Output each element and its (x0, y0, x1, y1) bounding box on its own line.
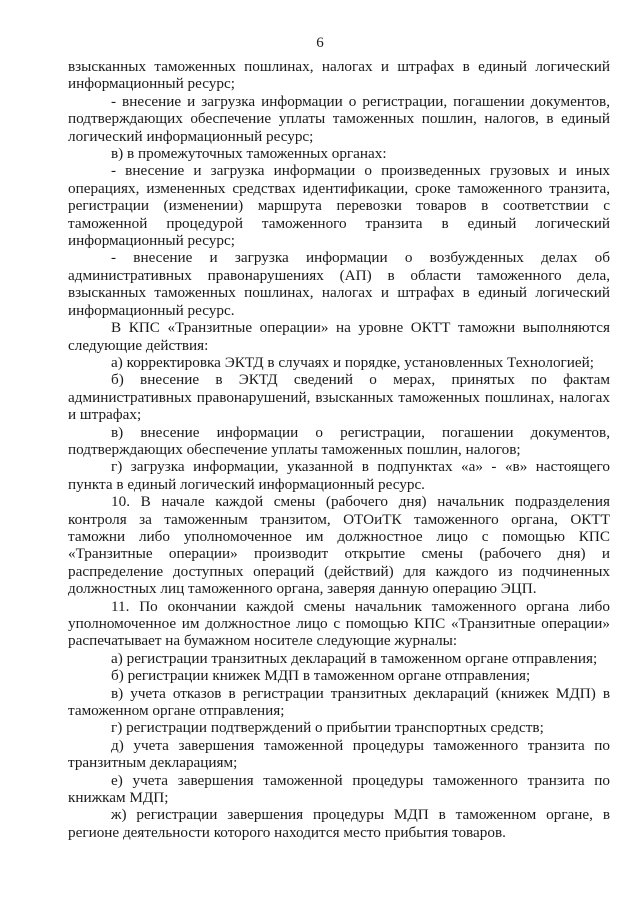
paragraph: б) регистрации книжек МДП в таможенном органе отправления; (111, 667, 531, 685)
paragraph: а) корректировка ЭКТД в случаях и порядке, установленных Технологией; (111, 353, 595, 371)
paragraph: г) загрузка информации, указанной в подпунктах «а» - «в» настоящего пункта в единый логический информационный ресурс. (68, 458, 610, 493)
paragraph: в) внесение информации о регистрации, погашении документов, подтверждающих обеспечение уплаты таможенных пошлин, налогов; (68, 423, 610, 458)
paragraph: в) учета отказов в регистрации транзитных деклараций (книжек МДП) в таможенном органе отправления; (68, 684, 610, 720)
paragraph: 10. В начале каждой смены (рабочего дня) начальник подразделения контроля за таможенным транзитом, ОТОиТК таможенного органа, ОКТТ таможни либо уполномоченное им должностное лицо с помощью КПС «Транзитные операции» производит открытие смены (рабочего дня) и распределение доступных операций (действий) для каждого из подчиненных должностных лиц таможенного органа, заверяя данную операцию ЭЦП. (68, 493, 610, 598)
paragraph: в) в промежуточных таможенных органах: (111, 145, 387, 163)
paragraph: - внесение и загрузка информации о регистрации, погашении документов, подтверждающих обеспечение уплаты таможенных пошлин, налогов, в единый логический информационный ресурс; (68, 92, 610, 145)
paragraph: а) регистрации транзитных деклараций в таможенном органе отправления; (111, 649, 598, 667)
paragraph: взысканных таможенных пошлинах, налогах и штрафах в единый логический информационный ресурс; (68, 58, 610, 93)
paragraph: - внесение и загрузка информации о возбужденных делах об административных правонарушениях (АП) в области таможенного дела, взысканных таможенных пошлинах, налогах и штрафах в единый логический информационный ресурс. (68, 249, 610, 319)
paragraph: д) учета завершения таможенной процедуры таможенного транзита по транзитным декларациям; (68, 736, 610, 772)
paragraph: - внесение и загрузка информации о произведенных грузовых и иных операциях, измененных средствах идентификации, сроке таможенного транзита, регистрации (изменении) маршрута перевозки товаров в соответствии с таможенной процедурой таможенного транзита в единый логический информационный ресурс; (68, 162, 610, 250)
paragraph: ж) регистрации завершения процедуры МДП в таможенном органе, в регионе деятельности которого находится место прибытия товаров. (68, 806, 610, 841)
paragraph: е) учета завершения таможенной процедуры таможенного транзита по книжкам МДП; (68, 771, 610, 807)
paragraph: б) внесение в ЭКТД сведений о мерах, принятых по фактам административных правонарушений, взысканных таможенных пошлинах, налогах и штрафах; (68, 371, 610, 424)
page-number: 6 (316, 35, 324, 51)
paragraph: В КПС «Транзитные операции» на уровне ОКТТ таможни выполняются следующие действия: (68, 319, 610, 354)
document-body (68, 58, 610, 841)
paragraph: г) регистрации подтверждений о прибытии транспортных средств; (111, 719, 544, 737)
paragraph: 11. По окончании каждой смены начальник таможенного органа либо уполномоченное им должностное лицо с помощью КПС «Транзитные операции» распечатывает на бумажном носителе следующие журналы: (68, 597, 610, 650)
